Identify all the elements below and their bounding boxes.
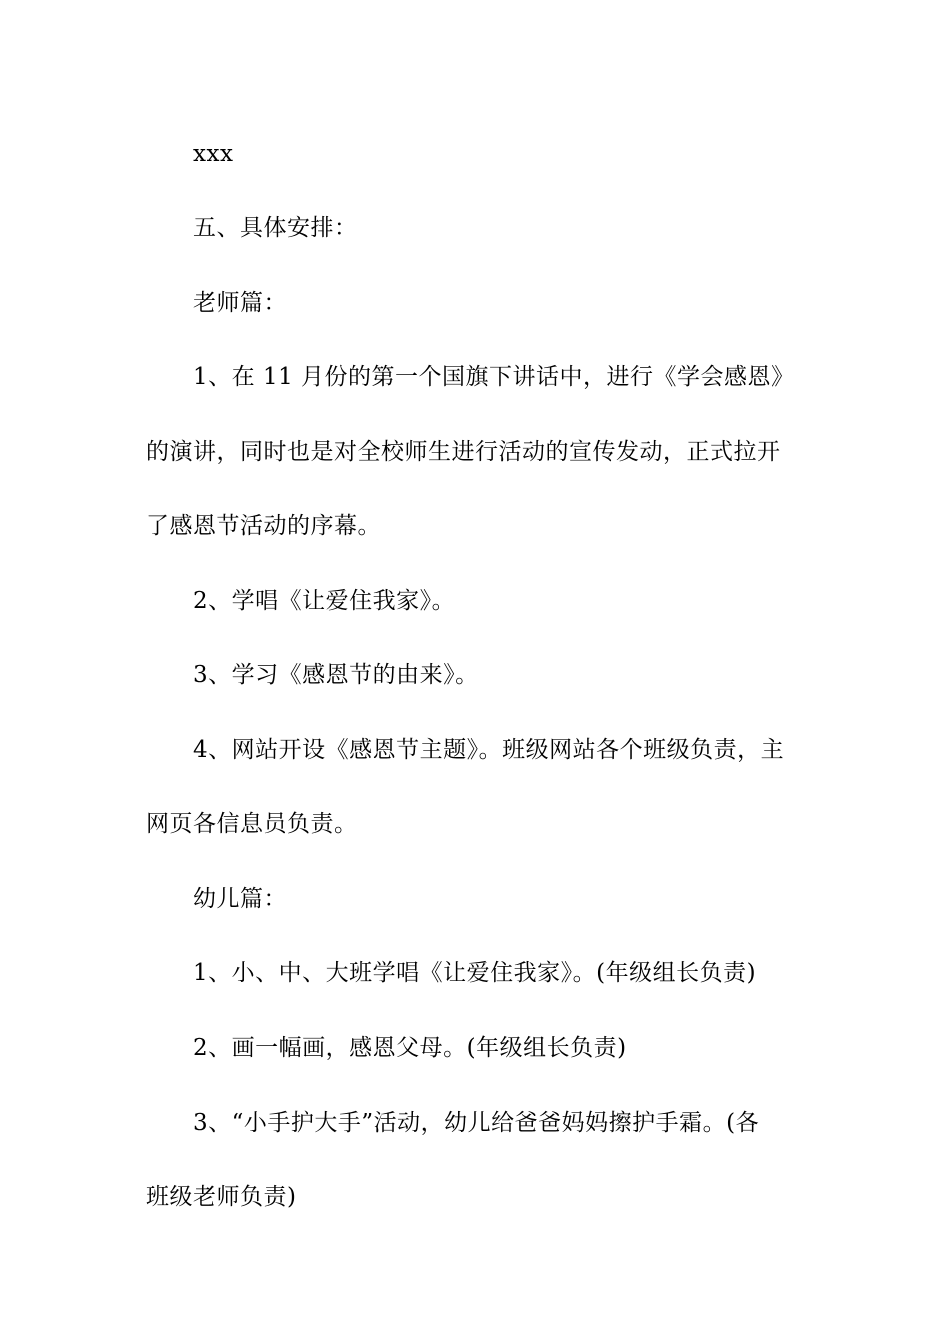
paragraph-line: 2、学唱《让爱住我家》。 [193,588,456,614]
paragraph-line: 1、小、中、大班学唱《让爱住我家》。(年级组长负责) [193,960,757,986]
paragraph-line: 了感恩节活动的序幕。 [146,513,381,539]
paragraph-line: 的演讲，同时也是对全校师生进行活动的宣传发动，正式拉开 [146,439,781,465]
author-placeholder: xxx [193,141,234,167]
subheading-children: 幼儿篇： [193,886,287,912]
paragraph-line: 班级老师负责) [146,1184,297,1210]
subheading-teachers: 老师篇： [193,290,287,316]
section-heading-arrangement: 五、具体安排： [193,215,358,241]
paragraph-line: 3、学习《感恩节的由来》。 [193,662,479,688]
paragraph-line: 网页各信息员负责。 [146,811,358,837]
paragraph-line: 3、“小手护大手”活动，幼儿给爸爸妈妈擦护手霜。(各 [193,1110,760,1136]
paragraph-line: 4、网站开设《感恩节主题》。班级网站各个班级负责，主 [193,737,785,763]
paragraph-line: 2、画一幅画，感恩父母。(年级组长负责) [193,1035,627,1061]
paragraph-line: 1、在 11 月份的第一个国旗下讲话中，进行《学会感恩》 [193,364,795,390]
